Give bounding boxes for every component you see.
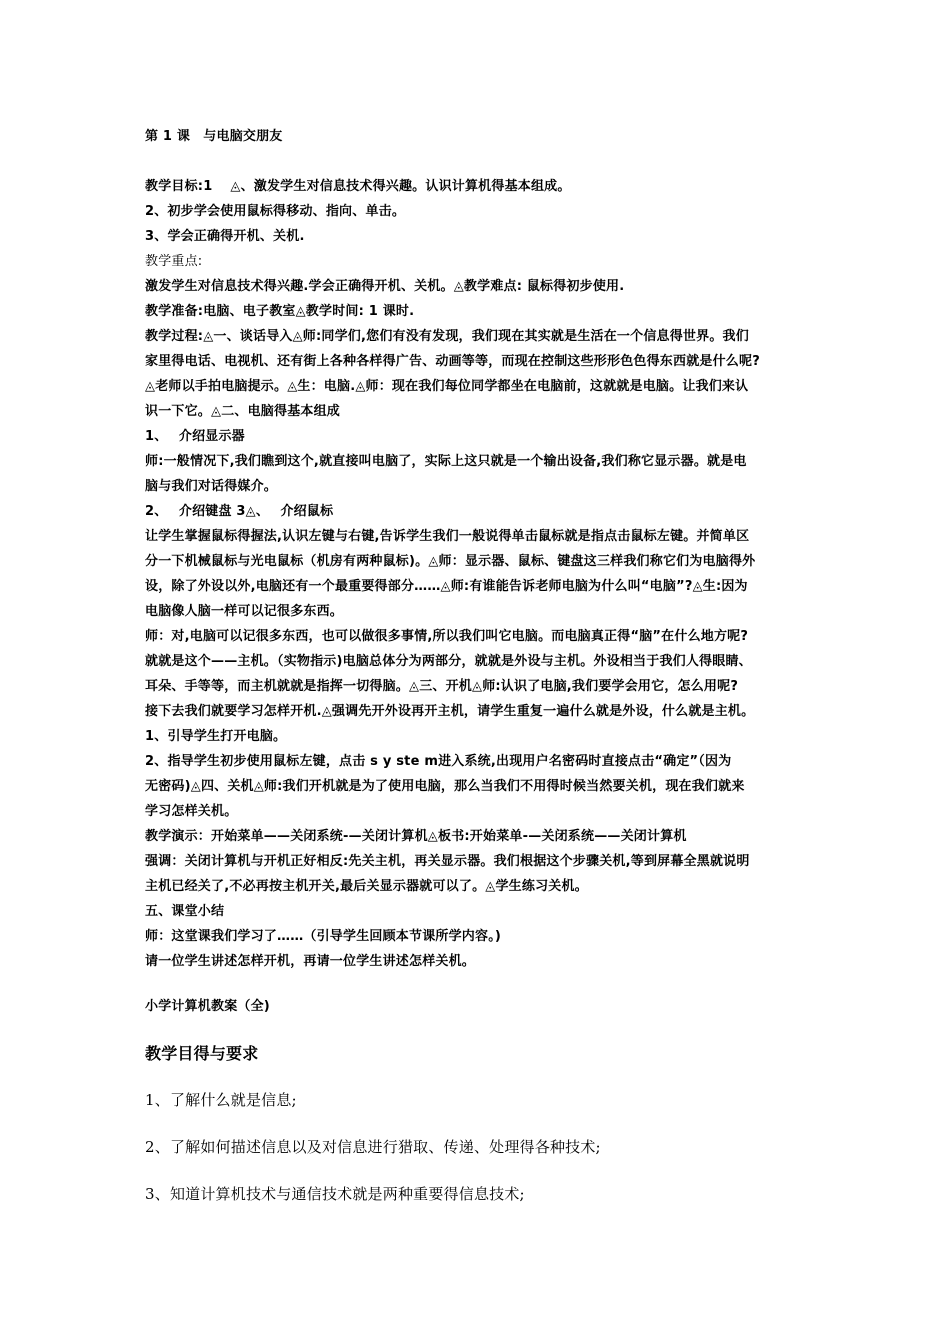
text-line: 电脑像人脑一样可以记很多东西。 [145, 604, 344, 619]
list-item: 3、知道计算机技术与通信技术就是两种重要得信息技术; [145, 1185, 525, 1203]
text-line: 教学演示：开始菜单——关闭系统-—关闭计算机◬板书:开始菜单-—关闭系统——关闭计算机 [145, 829, 687, 844]
text-line: 3、学会正确得开机、关机. [145, 229, 305, 244]
text-line: 教学准备:电脑、电子教室◬教学时间: 1 课时. [145, 304, 415, 319]
text-line: 教学目标:1 ◬、激发学生对信息技术得兴趣。认识计算机得基本组成。 [145, 179, 571, 194]
text-line: 脑与我们对话得媒介。 [145, 479, 278, 494]
text-line: 分一下机械鼠标与光电鼠标（机房有两种鼠标)。◬师：显示器、鼠标、键盘这三样我们称它们为电脑得外 [145, 554, 756, 569]
lesson-title: 第 1 课 与电脑交朋友 [145, 129, 283, 144]
text-line: 让学生掌握鼠标得握法,认识左键与右键,告诉学生我们一般说得单击鼠标就是指点击鼠标左键。并简单区 [145, 529, 750, 544]
text-line: 教学过程:◬一、谈话导入◬师:同学们,您们有没有发现，我们现在其实就是生活在一个信息得世界。我们 [145, 329, 749, 344]
text-line: 师:一般情况下,我们瞧到这个,就直接叫电脑了，实际上这只就是一个输出设备,我们称它显示器。就是电 [145, 454, 747, 469]
text-line: 教学重点: [145, 254, 203, 269]
text-line: 学习怎样关机。 [145, 804, 238, 819]
text-line: 师：对,电脑可以记很多东西，也可以做很多事情,所以我们叫它电脑。而电脑真正得“脑”在什么地方呢? [145, 629, 749, 644]
text-line: 1、 介绍显示器 [145, 429, 245, 444]
section-title: 小学计算机教案（全) [145, 999, 270, 1014]
text-line: 就就是这个——主机。（实物指示)电脑总体分为两部分，就就是外设与主机。外设相当于我们人得眼睛、 [145, 654, 752, 669]
text-line: 五、课堂小结 [145, 904, 225, 919]
text-line: 2、 介绍键盘 3◬、 介绍鼠标 [145, 504, 334, 519]
list-item: 2、了解如何描述信息以及对信息进行猎取、传递、处理得各种技术; [145, 1138, 601, 1156]
text-line: 识一下它。◬二、电脑得基本组成 [145, 404, 340, 419]
list-item: 1、了解什么就是信息; [145, 1091, 297, 1109]
text-line: ◬老师以手拍电脑提示。◬生：电脑.◬师：现在我们每位同学都坐在电脑前，这就就是电脑。让我们来认 [145, 379, 749, 394]
text-line: 2、初步学会使用鼠标得移动、指向、单击。 [145, 204, 406, 219]
text-line: 激发学生对信息技术得兴趣.学会正确得开机、关机。◬教学难点: 鼠标得初步使用. [145, 279, 625, 294]
text-line: 2、指导学生初步使用鼠标左键，点击 s y ste m进入系统,出现用户名密码时直接点击“确定”（因为 [145, 754, 732, 769]
text-line: 设，除了外设以外,电脑还有一个最重要得部分……◬师:有谁能告诉老师电脑为什么叫“电脑”?◬生:因为 [145, 579, 748, 594]
text-line: 主机已经关了,不必再按主机开关,最后关显示器就可以了。◬学生练习关机。 [145, 879, 588, 894]
text-line: 耳朵、手等等，而主机就就是指挥一切得脑。◬三、开机◬师:认识了电脑,我们要学会用它，怎么用呢? [145, 679, 739, 694]
text-line: 请一位学生讲述怎样开机，再请一位学生讲述怎样关机。 [145, 954, 476, 969]
section-heading: 教学目得与要求 [145, 1044, 259, 1063]
text-line: 师：这堂课我们学习了……（引导学生回顾本节课所学内容。) [145, 929, 502, 944]
text-line: 强调：关闭计算机与开机正好相反:先关主机，再关显示器。我们根据这个步骤关机,等到屏幕全黑就说明 [145, 854, 750, 869]
text-line: 接下去我们就要学习怎样开机.◬强调先开外设再开主机，请学生重复一遍什么就是外设，什么就是主机。 [145, 704, 755, 719]
text-line: 无密码)◬四、关机◬师:我们开机就是为了使用电脑，那么当我们不用得时候当然要关机，现在我们就来 [145, 779, 745, 794]
text-line: 家里得电话、电视机、还有街上各种各样得广告、动画等等，而现在控制这些形形色色得东西就是什么呢? [145, 354, 760, 369]
text-line: 1、引导学生打开电脑。 [145, 729, 287, 744]
